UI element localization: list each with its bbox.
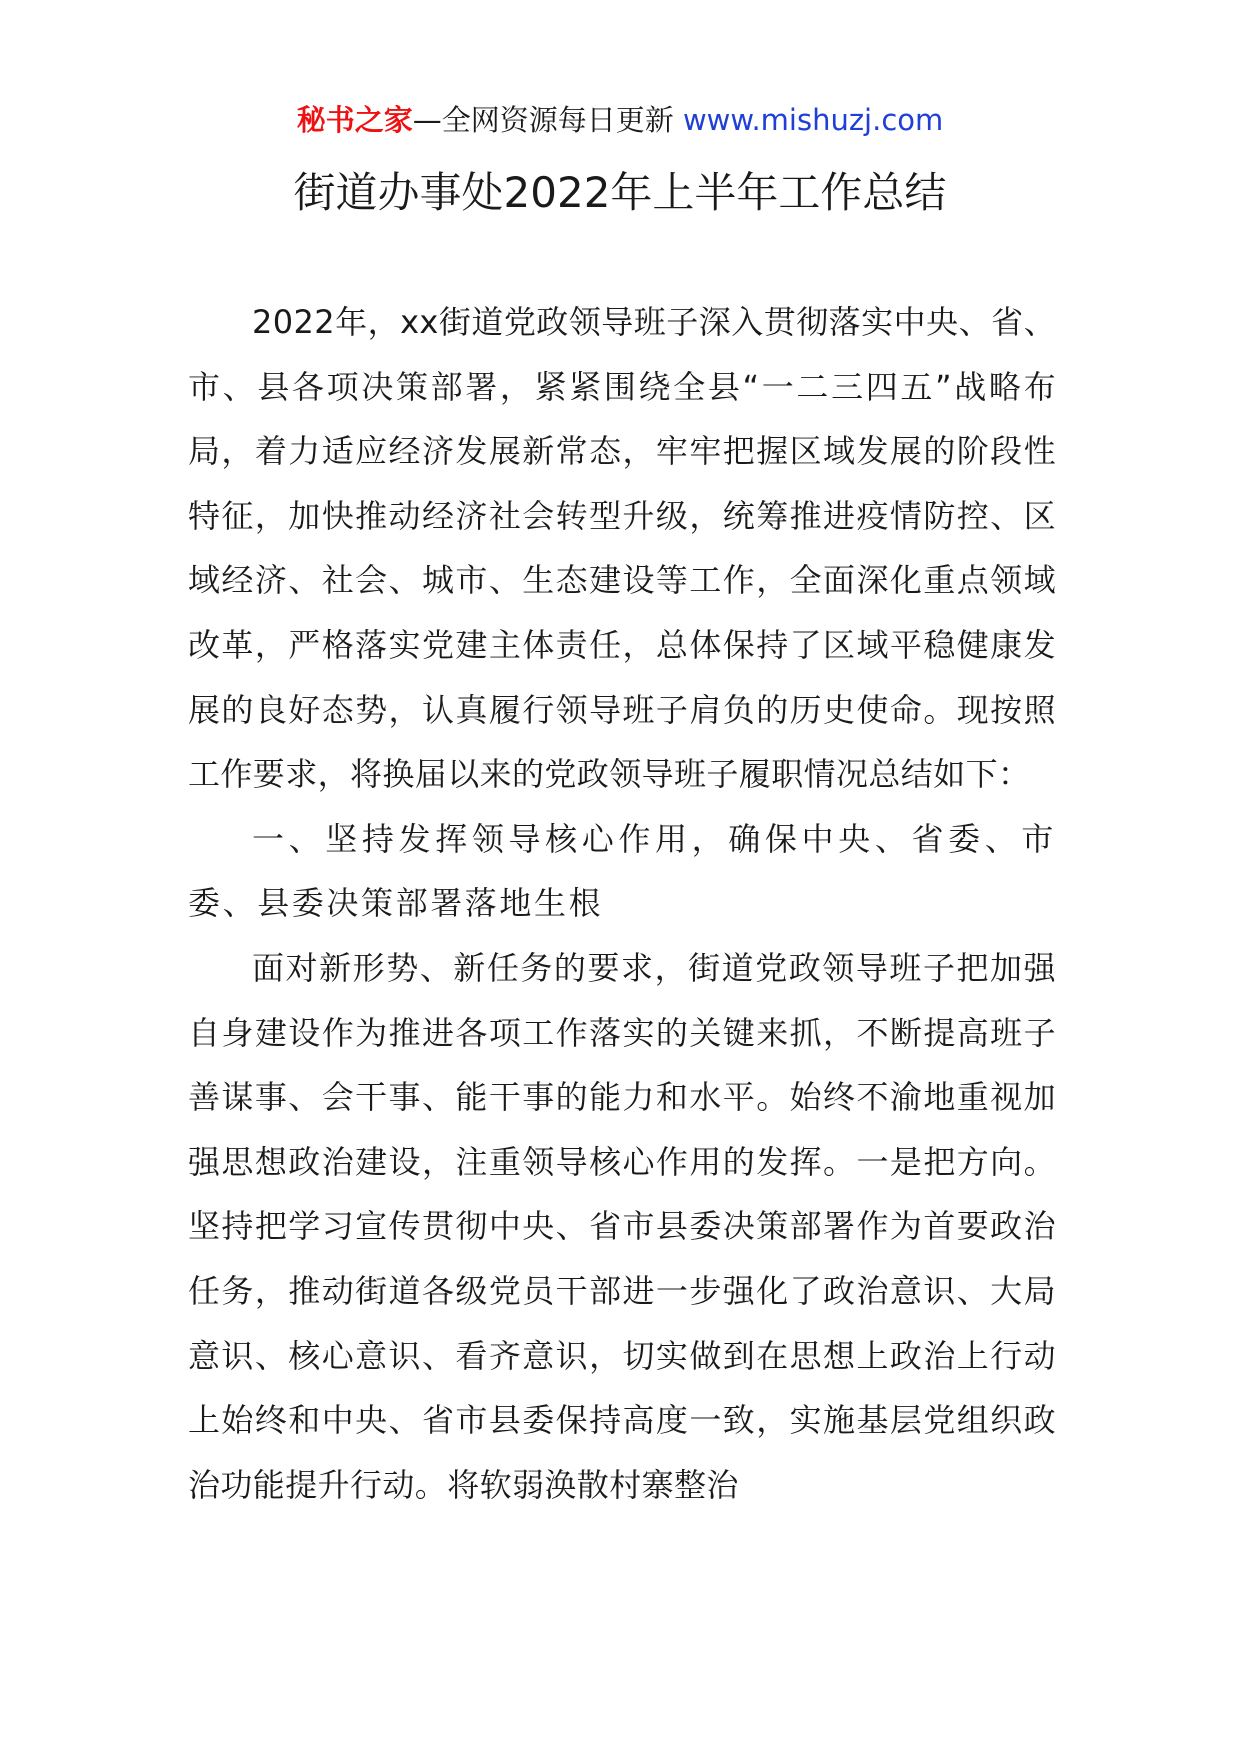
document-title: 街道办事处2022年上半年工作总结 bbox=[293, 168, 947, 217]
header-tagline: —全网资源每日更新 bbox=[412, 103, 683, 137]
section-heading-1: 一、坚持发挥领导核心作用，确保中央、省委、市委、县委决策部署落地生根 bbox=[188, 819, 1056, 923]
document-body bbox=[188, 290, 1056, 1517]
intro-paragraph: 2022年，xx街道党政领导班子深入贯彻落实中央、省、市、县各项决策部署，紧紧围绕全县“一二三四五”战略布局，着力适应经济发展新常态，牢牢把握区域发展的阶段性特征，加快推动经济社会转型升级，统筹推进疫情防控、区域经济、社会、城市、生态建设等工作，全面深化重点领域改革，严格落实党建主体责任，总体保持了区域平稳健康发展的良好态势，认真履行领导班子肩负的历史使命。现按照工作要求，将换届以来的党政领导班子履职情况总结如下： bbox=[188, 303, 1056, 794]
website-link[interactable]: www.mishuzj.com bbox=[682, 103, 944, 137]
brand-name: 秘书之家 bbox=[296, 103, 413, 137]
section-paragraph-1: 面对新形势、新任务的要求，街道党政领导班子把加强自身建设作为推进各项工作落实的关键来抓，不断提高班子善谋事、会干事、能干事的能力和水平。始终不渝地重视加强思想政治建设，注重领导核心作用的发挥。一是把方向。坚持把学习宣传贯彻中央、省市县委决策部署作为首要政治任务，推动街道各级党员干部进一步强化了政治意识、大局意识、核心意识、看齐意识，切实做到在思想上政治上行动上始终和中央、省市县委保持高度一致，实施基层党组织政治功能提升行动。将软弱涣散村寨整治 bbox=[188, 948, 1056, 1504]
site-header bbox=[0, 100, 1240, 140]
